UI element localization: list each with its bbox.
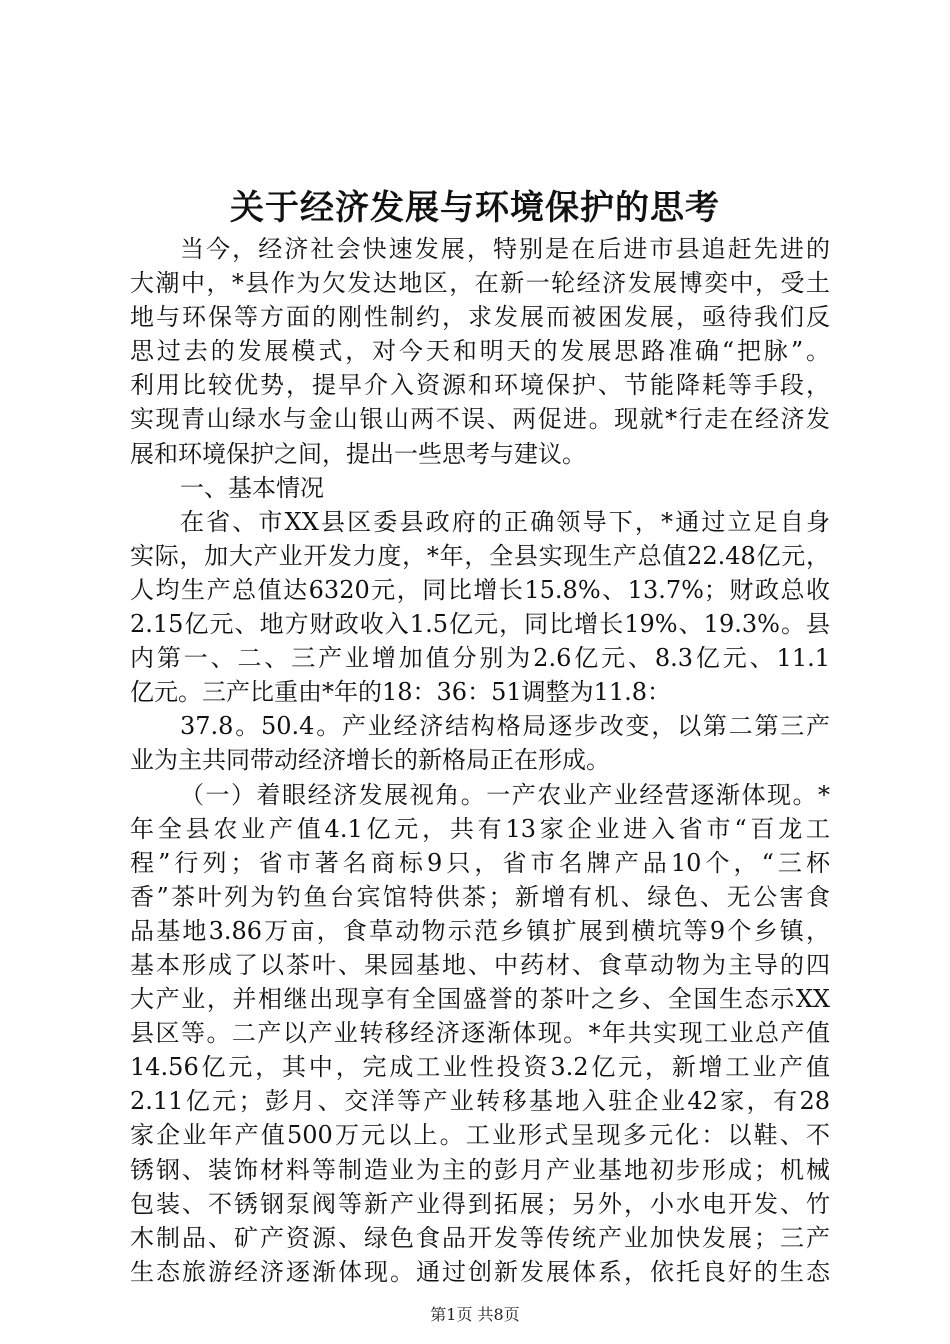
paragraph-line: 大潮中，*县作为欠发达地区，在新一轮经济发展博奕中，受土 (130, 269, 830, 298)
page-footer: 第1页 共8页 (430, 1305, 520, 1324)
paragraph-line: 实际，加大产业开发力度，*年，全县实现生产总值22.48亿元， (130, 541, 830, 570)
paragraph-line: 程”行列；省市著名商标9只，省市名牌产品10个，“三杯 (130, 848, 830, 877)
paragraph-line: 年全县农业产值4.1亿元，共有13家企业进入省市“百龙工 (130, 814, 830, 843)
paragraph-line: 2.11亿元；彭月、交洋等产业转移基地入驻企业42家，有28 (130, 1087, 830, 1116)
document-title: 关于经济发展与环境保护的思考 (230, 188, 720, 228)
paragraph-line: 生态旅游经济逐渐体现。通过创新发展体系，依托良好的生态 (130, 1257, 830, 1286)
paragraph-line: 锈钢、装饰材料等制造业为主的彭月产业基地初步形成；机械 (130, 1155, 830, 1184)
paragraph-line: 14.56亿元，其中，完成工业性投资3.2亿元，新增工业产值 (130, 1053, 830, 1082)
document-body (130, 232, 830, 1289)
paragraph-line: 实现青山绿水与金山银山两不误、两促进。现就*行走在经济发 (130, 405, 830, 434)
subsection-line: （一）着眼经济发展视角。一产农业产业经营逐渐体现。* (180, 780, 830, 809)
paragraph-line: 37.8。50.4。产业经济结构格局逐步改变，以第二第三产 (180, 712, 830, 741)
paragraph-line: 家企业年产值500万元以上。工业形式呈现多元化：以鞋、不 (130, 1121, 830, 1150)
paragraph-line: 木制品、矿产资源、绿色食品开发等传统产业加快发展；三产 (130, 1223, 830, 1252)
paragraph-line: 在省、市XX县区委县政府的正确领导下，*通过立足自身 (180, 507, 830, 536)
paragraph-line: 地与环保等方面的刚性制约，求发展而被困发展，亟待我们反 (130, 303, 830, 332)
paragraph-line: 亿元。三产比重由*年的18：36：51调整为11.8： (130, 678, 672, 707)
paragraph-line: 利用比较优势，提早介入资源和环境保护、节能降耗等手段， (130, 371, 830, 400)
paragraph-line: 人均生产总值达6320元，同比增长15.8%、13.7%；财政总收 (130, 575, 830, 604)
paragraph-line: 内第一、二、三产业增加值分别为2.6亿元、8.3亿元、11.1 (130, 644, 830, 673)
paragraph-line: 包装、不锈钢泵阀等新产业得到拓展；另外，小水电开发、竹 (130, 1189, 830, 1218)
paragraph-line: 展和环境保护之间，提出一些思考与建议。 (130, 439, 586, 468)
paragraph-line: 当今，经济社会快速发展，特别是在后进市县追赶先进的 (180, 235, 830, 263)
paragraph-line: 思过去的发展模式，对今天和明天的发展思路准确“把脉”。 (130, 337, 830, 366)
paragraph-line: 基本形成了以茶叶、果园基地、中药材、食草动物为主导的四 (130, 950, 830, 979)
paragraph-line: 大产业，并相继出现享有全国盛誉的茶叶之乡、全国生态示XX (130, 985, 830, 1014)
paragraph-line: 香”茶叶列为钓鱼台宾馆特供茶；新增有机、绿色、无公害食 (130, 882, 830, 911)
paragraph-line: 品基地3.86万亩，食草动物示范乡镇扩展到横坑等9个乡镇， (130, 916, 830, 945)
paragraph-line: 2.15亿元、地方财政收入1.5亿元，同比增长19%、19.3%。县 (130, 610, 830, 639)
section-heading: 一、基本情况 (180, 473, 324, 502)
paragraph-line: 业为主共同带动经济增长的新格局正在形成。 (130, 746, 610, 775)
paragraph-line: 县区等。二产以产业转移经济逐渐体现。*年共实现工业总产值 (130, 1019, 830, 1048)
